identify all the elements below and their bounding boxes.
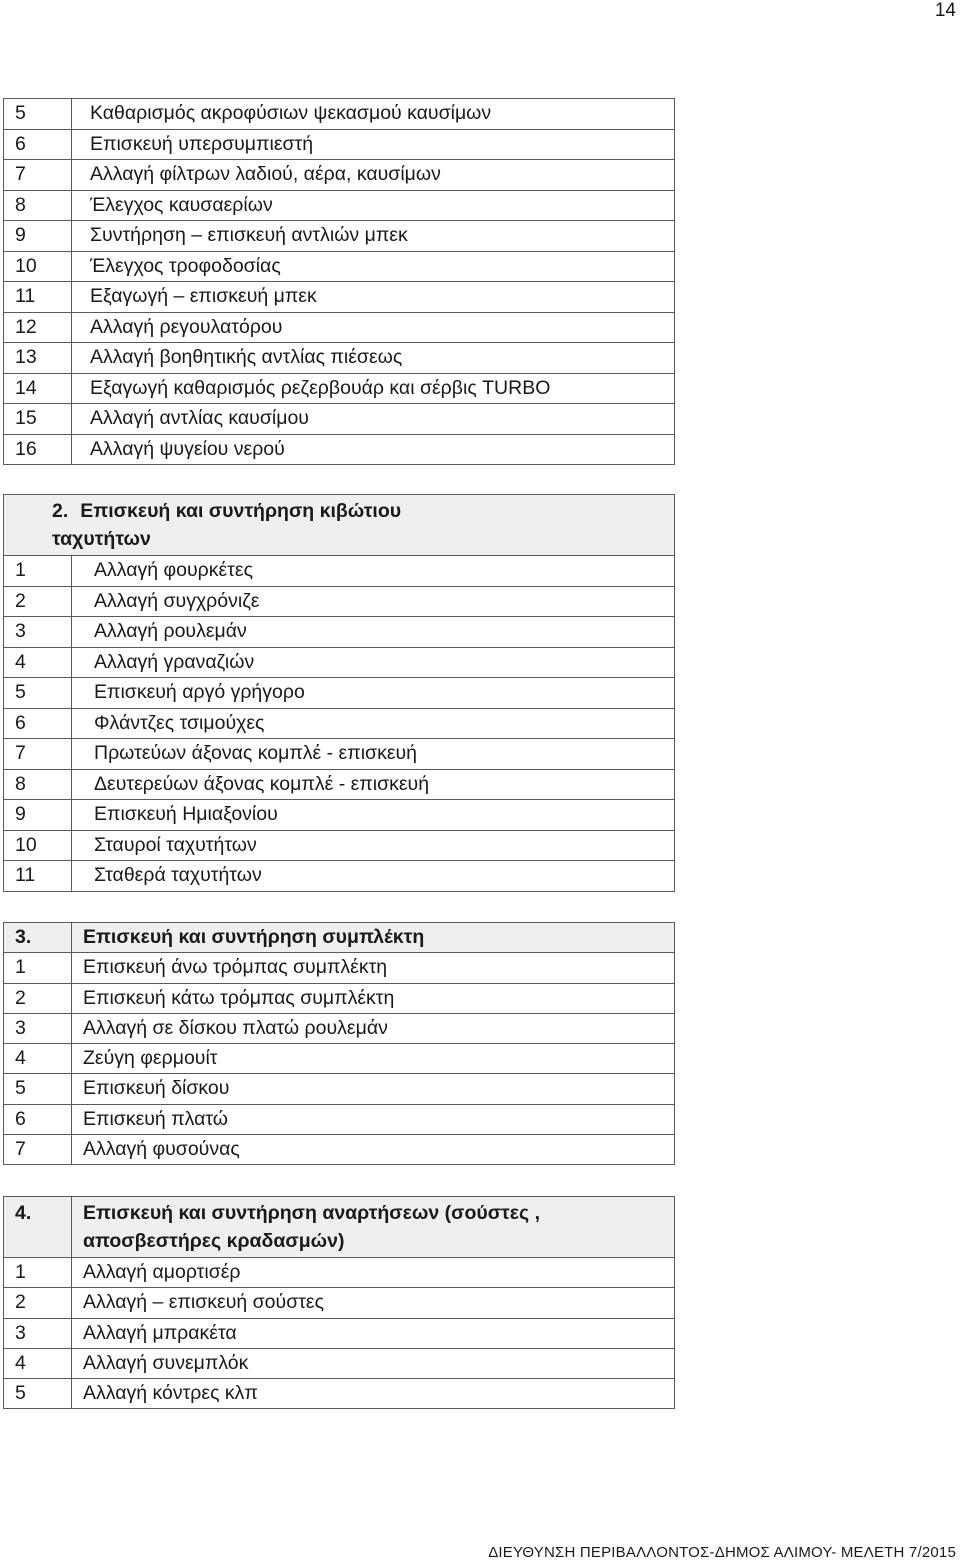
row-number: 4: [4, 1044, 72, 1074]
row-number: 7: [4, 160, 72, 191]
table-row: [4, 160, 675, 191]
row-task: Αλλαγή – επισκευή σούστες: [72, 1288, 675, 1318]
row-number: 9: [4, 800, 72, 831]
table-row: [4, 983, 675, 1013]
row-number: 4: [4, 647, 72, 678]
row-task: Δευτερεύων άξονας κομπλέ - επισκευή: [72, 769, 675, 800]
table-row: [4, 861, 675, 892]
row-number: 14: [4, 373, 72, 404]
table-row: [4, 1135, 675, 1165]
table-row: [4, 739, 675, 770]
table-row: [4, 708, 675, 739]
row-task: Αλλαγή φίλτρων λαδιού, αέρα, καυσίμων: [72, 160, 675, 191]
row-task: Αλλαγή βοηθητικής αντλίας πιέσεως: [72, 343, 675, 374]
table-engine-tasks: [3, 98, 675, 465]
row-task: Επισκευή πλατώ: [72, 1104, 675, 1134]
row-number: 7: [4, 1135, 72, 1165]
section-number: 2.: [52, 500, 69, 522]
row-task: Ζεύγη φερμουίτ: [72, 1044, 675, 1074]
row-task: Αλλαγή ρεγουλατόρου: [72, 312, 675, 343]
table-row: [4, 678, 675, 709]
row-task: Πρωτεύων άξονας κομπλέ - επισκευή: [72, 739, 675, 770]
row-number: 5: [4, 1379, 72, 1409]
row-number: 1: [4, 953, 72, 983]
page-number: 14: [934, 0, 956, 21]
row-task: Αλλαγή αντλίας καυσίμου: [72, 404, 675, 435]
row-number: 15: [4, 404, 72, 435]
row-number: 3: [4, 617, 72, 648]
row-number: 1: [4, 1258, 72, 1288]
section-number: 3.: [4, 923, 72, 953]
row-number: 11: [4, 861, 72, 892]
table-row: [4, 617, 675, 648]
row-task: Αλλαγή συνεμπλόκ: [72, 1348, 675, 1378]
row-number: 5: [4, 678, 72, 709]
row-task: Επισκευή δίσκου: [72, 1074, 675, 1104]
row-task: Αλλαγή γραναζιών: [72, 647, 675, 678]
table-row: [4, 647, 675, 678]
table-row: [4, 404, 675, 435]
row-task: Εξαγωγή καθαρισμός ρεζερβουάρ και σέρβις TURBO: [72, 373, 675, 404]
section-number: 4.: [4, 1197, 72, 1258]
table-heading-row: [4, 495, 675, 556]
table-row: [4, 99, 675, 130]
table-row: [4, 312, 675, 343]
row-task: Αλλαγή αμορτισέρ: [72, 1258, 675, 1288]
row-number: 2: [4, 586, 72, 617]
section-title: Επισκευή και συντήρηση συμπλέκτη: [72, 923, 675, 953]
row-number: 11: [4, 282, 72, 313]
table-row: [4, 830, 675, 861]
row-number: 5: [4, 99, 72, 130]
table-row: [4, 1348, 675, 1378]
table-row: [4, 434, 675, 465]
table-row: [4, 1258, 675, 1288]
row-number: 3: [4, 1318, 72, 1348]
section-title-line2: ταχυτήτων: [52, 528, 151, 550]
row-number: 12: [4, 312, 72, 343]
row-number: 1: [4, 556, 72, 587]
row-task: Αλλαγή σε δίσκου πλατώ ρουλεμάν: [72, 1013, 675, 1043]
row-task: Συντήρηση – επισκευή αντλιών μπεκ: [72, 221, 675, 252]
table-row: [4, 129, 675, 160]
table-row: [4, 282, 675, 313]
row-number: 2: [4, 1288, 72, 1318]
row-task: Επισκευή Ημιαξονίου: [72, 800, 675, 831]
table-row: [4, 373, 675, 404]
table-row: [4, 251, 675, 282]
row-task: Αλλαγή μπρακέτα: [72, 1318, 675, 1348]
table-row: [4, 1288, 675, 1318]
table-row: [4, 1104, 675, 1134]
row-task: Επισκευή αργό γρήγορο: [72, 678, 675, 709]
row-number: 6: [4, 129, 72, 160]
row-number: 4: [4, 1348, 72, 1378]
table-row: [4, 769, 675, 800]
table-heading-row: [4, 923, 675, 953]
row-task: Επισκευή κάτω τρόμπας συμπλέκτη: [72, 983, 675, 1013]
row-number: 8: [4, 769, 72, 800]
row-number: 13: [4, 343, 72, 374]
section-title-line2: αποσβεστήρες κραδασμών): [83, 1230, 345, 1252]
row-task: Έλεγχος καυσαερίων: [72, 190, 675, 221]
row-task: Επισκευή άνω τρόμπας συμπλέκτη: [72, 953, 675, 983]
row-task: Επισκευή υπερσυμπιεστή: [72, 129, 675, 160]
page-footer: ΔΙΕΥΘΥΝΣΗ ΠΕΡΙΒΑΛΛΟΝΤΟΣ-ΔΗΜΟΣ ΑΛΙΜΟΥ- ΜΕΛΕΤΗ 7/2015: [488, 1544, 956, 1561]
row-task: Αλλαγή φουρκέτες: [72, 556, 675, 587]
table-row: [4, 190, 675, 221]
row-number: 2: [4, 983, 72, 1013]
table-row: [4, 953, 675, 983]
table-gearbox-tasks: [3, 494, 675, 892]
row-task: Αλλαγή συγχρόνιζε: [72, 586, 675, 617]
row-task: Αλλαγή φυσούνας: [72, 1135, 675, 1165]
table-row: [4, 343, 675, 374]
section-title: [72, 1197, 675, 1258]
section-title-line1: Επισκευή και συντήρηση αναρτήσεων (σούστες ,: [83, 1202, 540, 1224]
table-row: [4, 1379, 675, 1409]
table-row: [4, 1074, 675, 1104]
table-row: [4, 221, 675, 252]
table-suspension-tasks: [3, 1196, 675, 1409]
row-task: Αλλαγή ρουλεμάν: [72, 617, 675, 648]
table-row: [4, 1318, 675, 1348]
row-number: 7: [4, 739, 72, 770]
row-number: 6: [4, 708, 72, 739]
row-number: 10: [4, 251, 72, 282]
row-number: 10: [4, 830, 72, 861]
table-row: [4, 586, 675, 617]
row-task: Έλεγχος τροφοδοσίας: [72, 251, 675, 282]
row-task: Αλλαγή ψυγείου νερού: [72, 434, 675, 465]
table-clutch-tasks: [3, 922, 675, 1165]
table-row: [4, 800, 675, 831]
row-number: 9: [4, 221, 72, 252]
table-row: [4, 1044, 675, 1074]
row-number: 5: [4, 1074, 72, 1104]
table-row: [4, 1013, 675, 1043]
row-task: Καθαρισμός ακροφύσιων ψεκασμού καυσίμων: [72, 99, 675, 130]
row-number: 8: [4, 190, 72, 221]
row-number: 6: [4, 1104, 72, 1134]
section-heading: [4, 495, 675, 556]
table-row: [4, 556, 675, 587]
row-task: Σταυροί ταχυτήτων: [72, 830, 675, 861]
table-heading-row: [4, 1197, 675, 1258]
section-title-line1: Επισκευή και συντήρηση κιβώτιου: [80, 500, 402, 522]
row-number: 3: [4, 1013, 72, 1043]
row-task: Αλλαγή κόντρες κλπ: [72, 1379, 675, 1409]
row-number: 16: [4, 434, 72, 465]
row-task: Φλάντζες τσιμούχες: [72, 708, 675, 739]
row-task: Σταθερά ταχυτήτων: [72, 861, 675, 892]
row-task: Εξαγωγή – επισκευή μπεκ: [72, 282, 675, 313]
